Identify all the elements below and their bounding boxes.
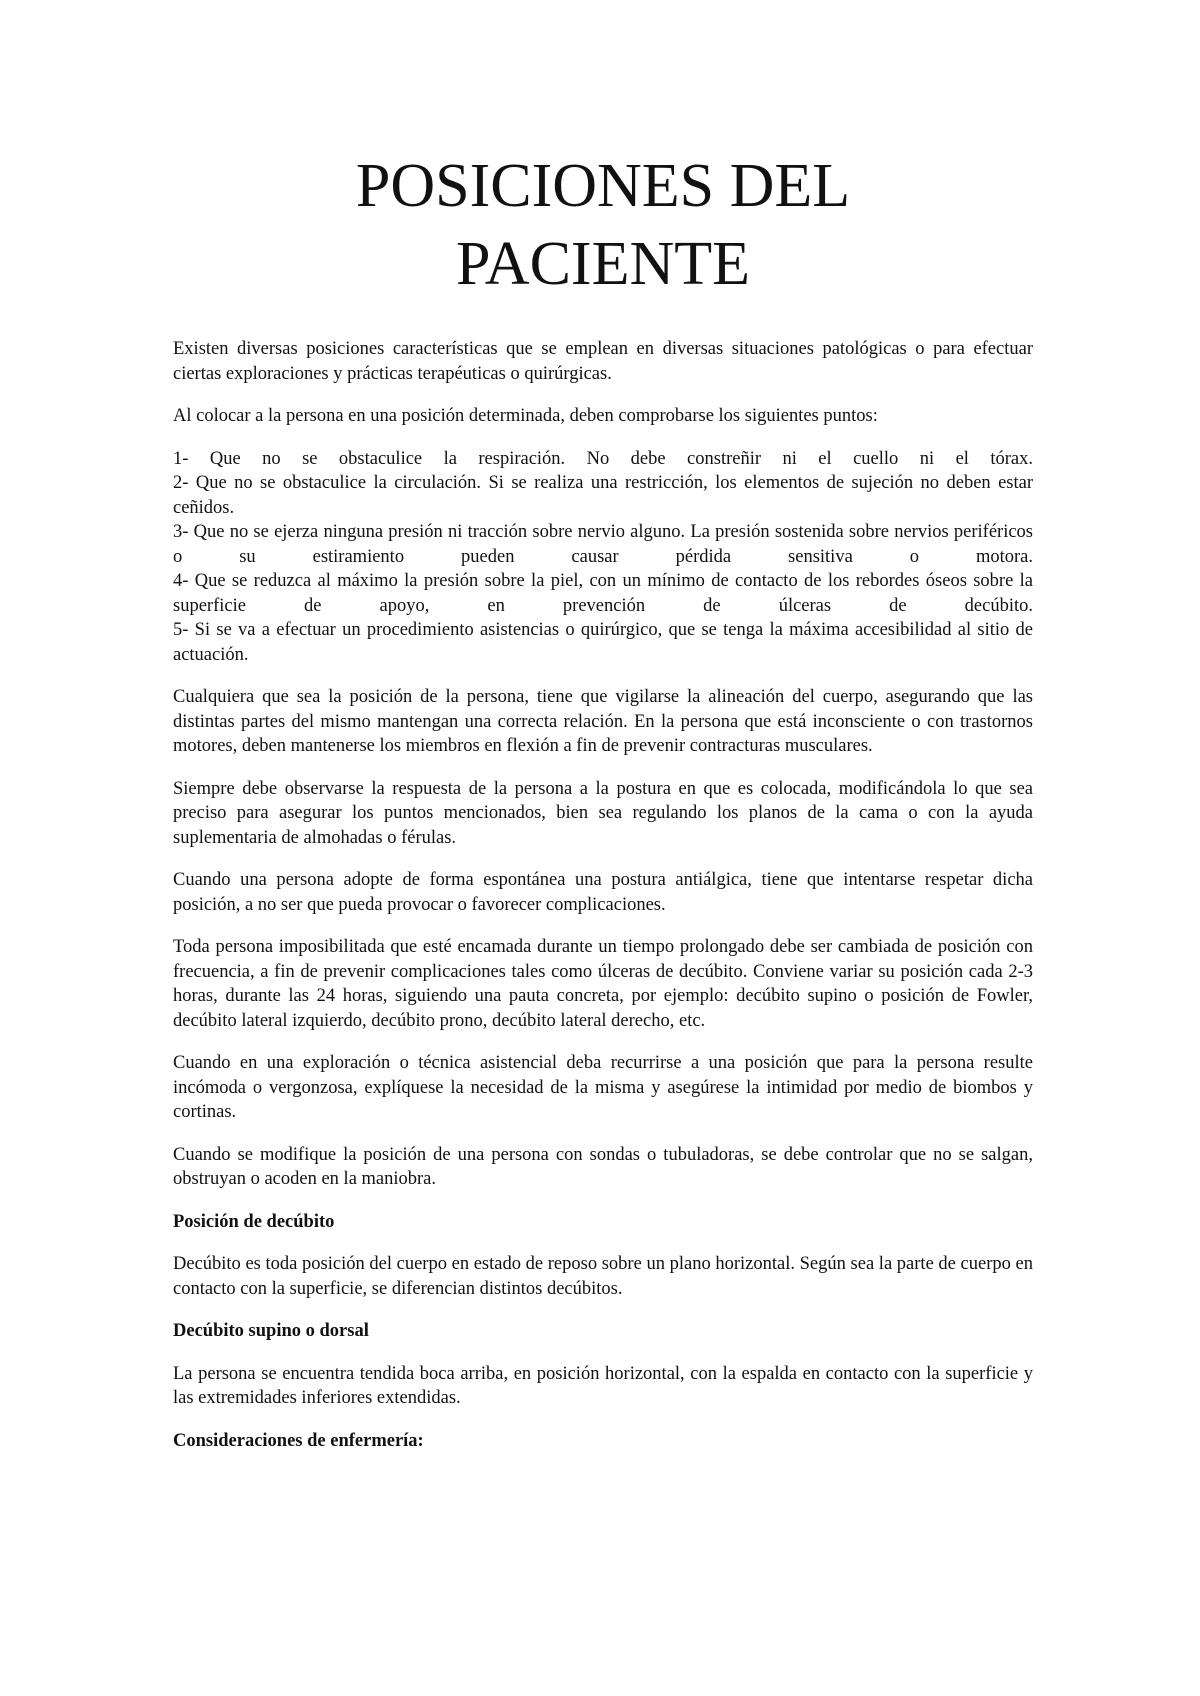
checklist-item-2: 2- Que no se obstaculice la circulación. Si se realiza una restricción, los elementos de sujeción no deben estar ceñidos. bbox=[173, 473, 1033, 518]
privacy-paragraph: Cuando en una exploración o técnica asistencial deba recurrirse a una posición que para la persona resulte incómoda o vergonzosa, explíquese la necesidad de la misma y asegúrese la intimidad por medio de biombos y cortinas. bbox=[173, 1053, 1033, 1122]
checklist-item-5: 5- Si se va a efectuar un procedimiento asistencias o quirúrgico, que se tenga la máxima accesibilidad al sitio de actuación. bbox=[173, 620, 1033, 665]
antalgic-paragraph: Cuando una persona adopte de forma espontánea una postura antiálgica, tiene que intentarse respetar dicha posición, a no ser que pueda provocar o favorecer complicaciones. bbox=[173, 870, 1033, 915]
document-title bbox=[173, 147, 1033, 303]
title-line-2: PACIENTE bbox=[456, 230, 750, 298]
title-line-1: POSICIONES DEL bbox=[355, 152, 851, 220]
alignment-paragraph: Cualquiera que sea la posición de la persona, tiene que vigilarse la alineación del cuerpo, asegurando que las distintas partes del mismo mantengan una correcta relación. En la persona que está inconsciente o con trastornos motores, deben mantenerse los miembros en flexión a fin de prevenir contracturas musculares. bbox=[173, 687, 1033, 756]
checklist-item-3: 3- Que no se ejerza ninguna presión ni tracción sobre nervio alguno. La presión sostenida sobre nervios periféricos o su estiramiento pueden causar pérdida sensitiva o motora. bbox=[173, 522, 1033, 567]
section-heading-supino: Decúbito supino o dorsal bbox=[173, 1321, 369, 1341]
tubes-paragraph: Cuando se modifique la posición de una persona con sondas o tubuladoras, se debe controlar que no se salgan, obstruyan o acoden en la maniobra. bbox=[173, 1144, 1033, 1189]
supino-paragraph: La persona se encuentra tendida boca arriba, en posición horizontal, con la espalda en contacto con la superficie y las extremidades inferiores extendidas. bbox=[173, 1363, 1033, 1408]
response-paragraph: Siempre debe observarse la respuesta de la persona a la postura en que es colocada, modificándola lo que sea preciso para asegurar los puntos mencionados, bien sea regulando los planos de la cama o con la ayuda suplementaria de almohadas o férulas. bbox=[173, 778, 1033, 848]
checklist-item-4: 4- Que se reduzca al máximo la presión sobre la piel, con un mínimo de contacto de los rebordes óseos sobre la superficie de apoyo, en prevención de úlceras de decúbito. bbox=[173, 571, 1033, 616]
checklist-item-1: 1- Que no se obstaculice la respiración. No debe constreñir ni el cuello ni el tórax. bbox=[173, 448, 1033, 469]
decubito-paragraph: Decúbito es toda posición del cuerpo en estado de reposo sobre un plano horizontal. Según sea la parte de cuerpo en contacto con la superficie, se diferencian distintos decúbitos. bbox=[173, 1254, 1033, 1299]
checklist bbox=[173, 447, 1033, 668]
intro-paragraph: Existen diversas posiciones características que se emplean en diversas situaciones patológicas o para efectuar ciertas exploraciones y prácticas terapéuticas o quirúrgicas. bbox=[173, 339, 1033, 384]
section-heading-nursing: Consideraciones de enfermería: bbox=[173, 1430, 424, 1451]
bedridden-paragraph: Toda persona imposibilitada que esté encamada durante un tiempo prolongado debe ser cambiada de posición con frecuencia, a fin de prevenir complicaciones tales como úlceras de decúbito. Conviene variar su posición cada 2-3 horas, durante las 24 horas, siguiendo una pauta concreta, por ejemplo: decúbito supino o posición de Fowler, decúbito lateral izquierdo, decúbito prono, decúbito lateral derecho, etc. bbox=[173, 937, 1033, 1031]
section-heading-decubito: Posición de decúbito bbox=[173, 1211, 335, 1232]
checklist-intro-paragraph: Al colocar a la persona en una posición determinada, deben comprobarse los siguientes puntos: bbox=[173, 406, 878, 426]
